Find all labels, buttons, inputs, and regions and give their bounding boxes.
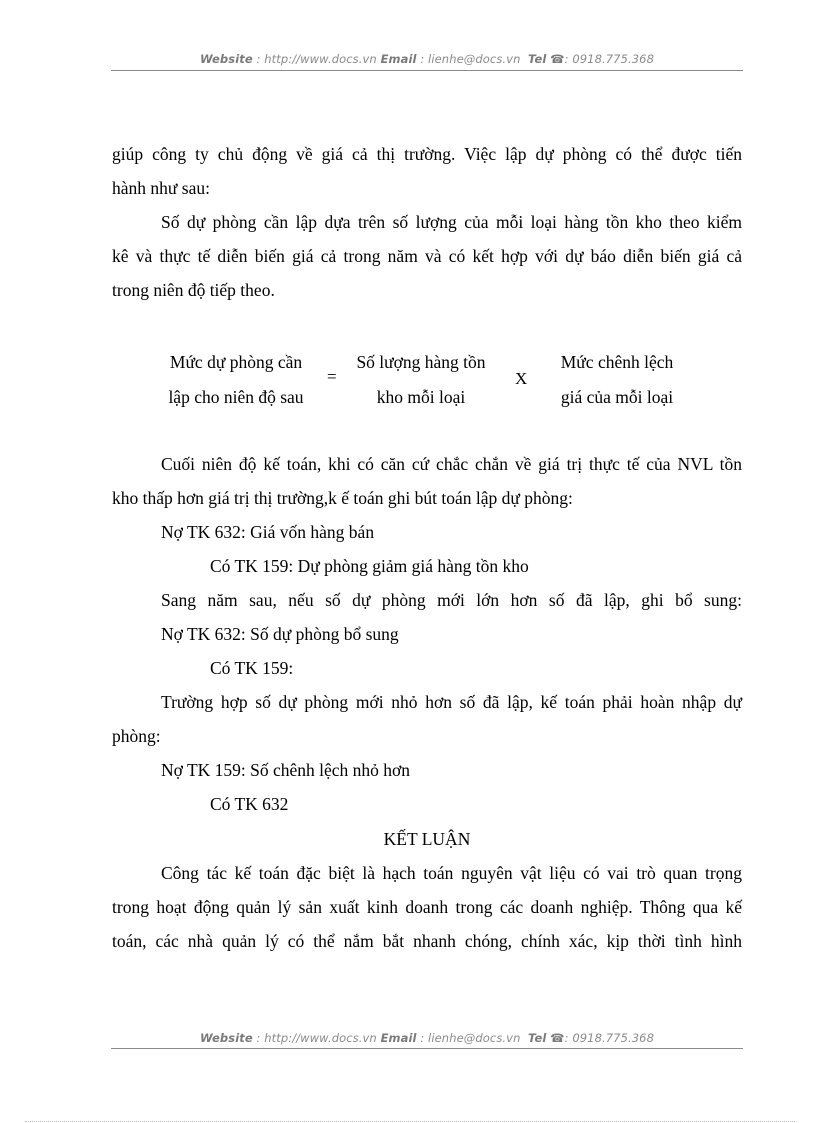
- journal-credit-entry: Có TK 159:: [210, 658, 294, 678]
- email-address: : lienhe@docs.vn: [420, 52, 521, 66]
- formula-middle-term: [346, 345, 496, 415]
- journal-debit-entry: Nợ TK 632: Số dự phòng bổ sung: [161, 624, 399, 644]
- website-label: Website: [199, 52, 253, 66]
- paragraph-line: trong niên độ tiếp theo.: [112, 280, 275, 300]
- email-label: Email: [380, 52, 417, 66]
- paragraph-line: kê và thực tế diễn biến giá cả trong năm và có kết hợp với dự báo diễn biến giá cả: [112, 246, 742, 266]
- page-footer: [111, 1031, 743, 1045]
- paragraph-line: trong hoạt động quản lý sản xuất kinh doanh trong các doanh nghiệp. Thông qua kế: [112, 897, 742, 917]
- phone-icon: ☎: [550, 52, 565, 66]
- formula-text: Số lượng hàng tồn: [356, 352, 486, 372]
- page-boundary: [25, 1121, 795, 1122]
- paragraph-line: Số dự phòng cần lập dựa trên số lượng của mỗi loại hàng tồn kho theo kiểm: [161, 212, 742, 232]
- header-divider: [111, 70, 743, 71]
- journal-debit-entry: Nợ TK 632: Giá vốn hàng bán: [161, 522, 375, 542]
- tel-number: : 0918.775.368: [564, 52, 655, 66]
- paragraph-line: hành như sau:: [112, 178, 210, 198]
- section-heading: KẾT LUẬN: [383, 829, 471, 849]
- website-label: Website: [199, 1031, 253, 1045]
- footer-divider: [111, 1048, 743, 1049]
- tel-label: Tel: [527, 52, 547, 66]
- paragraph-line: Trường hợp số dự phòng mới nhỏ hơn số đã lập, kế toán phải hoàn nhập dự: [161, 692, 742, 712]
- website-url: : http://www.docs.vn: [256, 52, 377, 66]
- tel-number: : 0918.775.368: [564, 1031, 655, 1045]
- paragraph-line: Công tác kế toán đặc biệt là hạch toán nguyên vật liệu có vai trò quan trọng: [161, 863, 742, 883]
- formula-right-term: [552, 345, 682, 415]
- journal-credit-entry: Có TK 159: Dự phòng giảm giá hàng tồn kho: [210, 556, 529, 576]
- email-address: : lienhe@docs.vn: [420, 1031, 521, 1045]
- formula-text: kho mỗi loại: [376, 387, 466, 407]
- provision-formula: [140, 345, 700, 415]
- email-label: Email: [380, 1031, 417, 1045]
- page-header: [111, 52, 743, 66]
- multiply-sign: X: [515, 369, 528, 388]
- formula-text: Mức chênh lệch: [560, 352, 674, 372]
- paragraph-line: Cuối niên độ kế toán, khi có căn cứ chắc chắn về giá trị thực tế của NVL tồn: [161, 454, 742, 474]
- phone-icon: ☎: [550, 1031, 565, 1045]
- journal-credit-entry: Có TK 632: [210, 794, 289, 814]
- website-url: : http://www.docs.vn: [256, 1031, 377, 1045]
- journal-debit-entry: Nợ TK 159: Số chênh lệch nhỏ hơn: [161, 760, 411, 780]
- formula-left-term: [140, 345, 332, 415]
- formula-text: lập cho niên độ sau: [168, 387, 304, 407]
- equals-sign: =: [327, 367, 337, 386]
- formula-text: giá của mỗi loại: [560, 387, 674, 407]
- paragraph-line: phòng:: [112, 726, 161, 746]
- paragraph-line: Sang năm sau, nếu số dự phòng mới lớn hơn số đã lập, ghi bổ sung:: [161, 590, 742, 610]
- paragraph-line: kho thấp hơn giá trị thị trường,k ế toán ghi bút toán lập dự phòng:: [112, 488, 573, 508]
- formula-text: Mức dự phòng cần: [169, 352, 303, 372]
- paragraph-line: giúp công ty chủ động về giá cả thị trường. Việc lập dự phòng có thể được tiến: [112, 144, 742, 164]
- tel-label: Tel: [527, 1031, 547, 1045]
- paragraph-line: toán, các nhà quản lý có thể nắm bắt nhanh chóng, chính xác, kịp thời tình hình: [112, 931, 742, 951]
